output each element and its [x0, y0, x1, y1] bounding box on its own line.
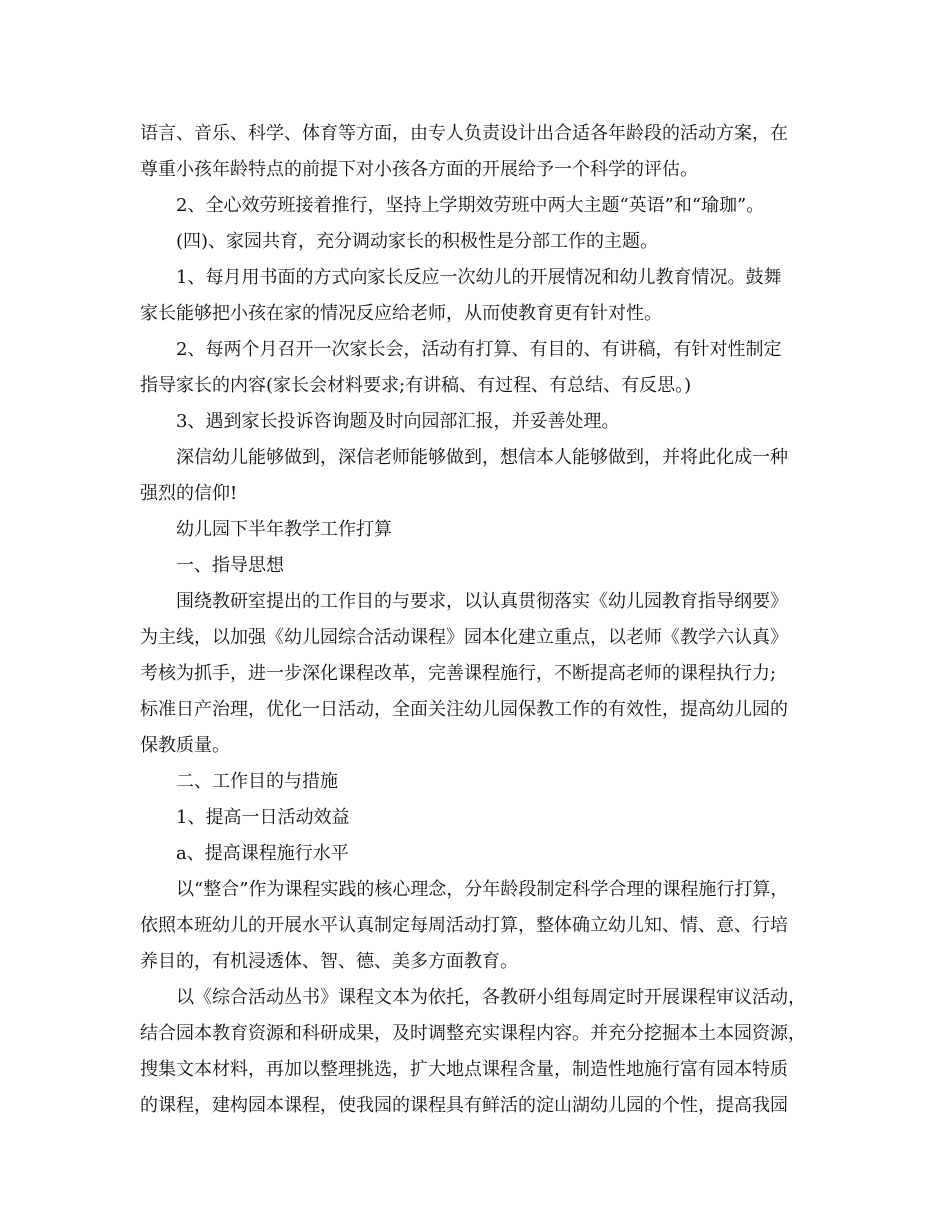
- text-line: 以“整合”作为课程实践的核心理念，分年龄段制定科学合理的课程施行打算，: [176, 879, 789, 900]
- text-line: 依照本班幼儿的开展水平认真制定每周活动打算，整体确立幼儿知、情、意、行培: [140, 915, 788, 936]
- text-line: 1、每月用书面的方式向家长反应一次幼儿的开展情况和幼儿教育情况。鼓舞: [176, 267, 782, 288]
- document-title: 幼儿园下半年教学工作打算: [176, 519, 392, 540]
- text-line: 深信幼儿能够做到，深信老师能够做到，想信本人能够做到，并将此化成一种: [176, 447, 788, 468]
- text-line: 养目的，有机浸透体、智、德、美多方面教育。: [140, 951, 518, 972]
- text-line: 2、每两个月召开一次家长会，活动有打算、有目的、有讲稿，有针对性制定: [176, 339, 782, 360]
- text-line: 结合园本教育资源和科研成果，及时调整充实课程内容。并充分挖掘本土本园资源，: [140, 1023, 806, 1044]
- section-heading: (四)、家园共育，充分调动家长的积极性是分部工作的主题。: [176, 231, 659, 252]
- text-line: 语言、音乐、科学、体育等方面，由专人负责设计出合适各年龄段的活动方案，在: [140, 123, 788, 144]
- document-body: [140, 116, 820, 1124]
- text-line: 尊重小孩年龄特点的前提下对小孩各方面的开展给予一个科学的评估。: [140, 159, 698, 180]
- text-line: 3、遇到家长投诉咨询题及时向园部汇报，并妥善处理。: [176, 411, 620, 432]
- section-heading: 二、工作目的与措施: [176, 771, 338, 792]
- text-line: 为主线，以加强《幼儿园综合活动课程》园本化建立重点，以老师《教学六认真》: [140, 627, 788, 648]
- text-line: 指导家长的内容(家长会材料要求;有讲稿、有过程、有总结、有反思。): [140, 375, 692, 396]
- section-heading: 一、指导思想: [176, 555, 284, 576]
- text-line: 围绕教研室提出的工作目的与要求，以认真贯彻落实《幼儿园教育指导纲要》: [176, 591, 788, 612]
- text-line: 搜集文本材料，再加以整理挑选，扩大地点课程含量，制造性地施行富有园本特质: [140, 1059, 788, 1080]
- text-line: 强烈的信仰!: [140, 483, 238, 504]
- text-line: 2、全心效劳班接着推行，坚持上学期效劳班中两大主题“英语”和“瑜珈”。: [176, 195, 765, 216]
- text-line: 保教质量。: [140, 735, 230, 756]
- text-line: 标准日产治理，优化一日活动，全面关注幼儿园保教工作的有效性，提高幼儿园的: [140, 699, 788, 720]
- subsection-heading: 1、提高一日活动效益: [176, 807, 350, 828]
- text-line: 以《综合活动丛书》课程文本为依托，各教研小组每周定时开展课程审议活动，: [176, 987, 806, 1008]
- text-line: 的课程，建构园本课程，使我园的课程具有鲜活的淀山湖幼儿园的个性，提高我园: [140, 1095, 788, 1116]
- text-line: 家长能够把小孩在家的情况反应给老师，从而使教育更有针对性。: [140, 303, 662, 324]
- subsection-heading: a、提高课程施行水平: [176, 843, 349, 864]
- text-line: 考核为抓手，进一步深化课程改革，完善课程施行，不断提高老师的课程执行力;: [140, 663, 777, 684]
